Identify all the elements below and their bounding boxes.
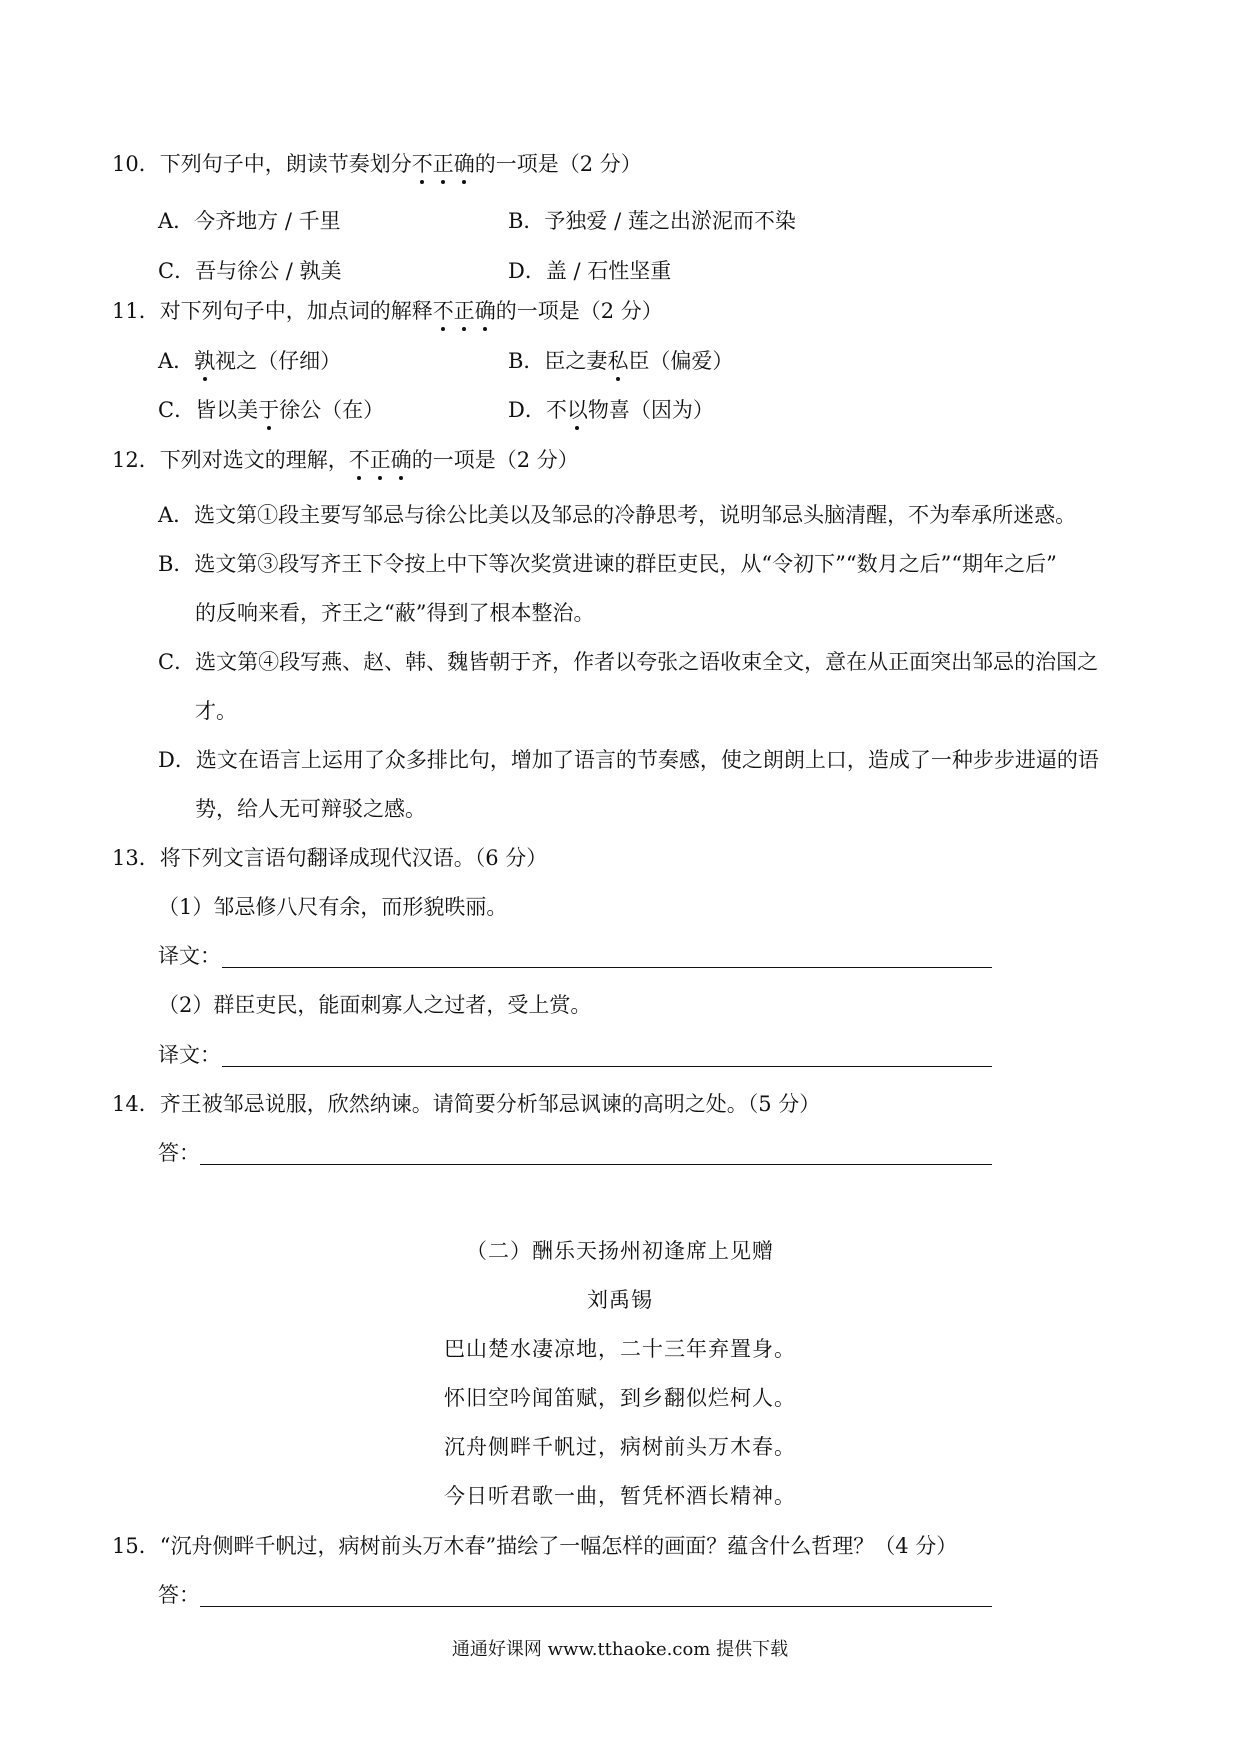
- dotted-char: 正: [369, 448, 391, 472]
- dotted-char: 确: [390, 448, 412, 472]
- page-footer: 通通好课网 www.tthaoke.com 提供下载: [451, 1639, 789, 1660]
- dotted-char: 确: [474, 299, 496, 323]
- q13-answer-line-1[interactable]: [222, 967, 992, 968]
- q13-sentence-1: （1）邹忌修八尺有余，而形貌昳丽。: [158, 895, 508, 919]
- question-11: 11．对下列句子中，加点词的解释不正确的一项是（2 分）: [112, 299, 663, 323]
- q11-option-a: A．孰视之（仔细）: [158, 349, 342, 373]
- q15-label: 答：: [158, 1583, 200, 1607]
- q14-label: 答：: [158, 1141, 200, 1165]
- q12-option-c-cont: 才。: [195, 699, 237, 723]
- q15-answer-line[interactable]: [200, 1606, 992, 1607]
- q12-option-d: D．选文在语言上运用了众多排比句，增加了语言的节奏感，使之朗朗上口，造成了一种步步进逼的语: [158, 748, 1099, 772]
- q13-label-2: 译文：: [158, 1043, 221, 1067]
- poem-line: 怀旧空吟闻笛赋，到乡翻似烂柯人。: [444, 1386, 796, 1410]
- question-10: 10．下列句子中，朗读节奏划分不正确的一项是（2 分）: [112, 152, 642, 176]
- q10-option-d: D．盖 / 石性坚重: [508, 259, 672, 283]
- dotted-char: 正: [432, 152, 454, 176]
- q12-option-b-cont: 的反响来看，齐王之“蔽”得到了根本整治。: [195, 601, 595, 625]
- poem-title: （二）酬乐天扬州初逢席上见赠: [466, 1239, 774, 1263]
- question-15: 15．“沉舟侧畔千帆过，病树前头万木春”描绘了一幅怎样的画面？蕴含什么哲理？（4 分）: [112, 1534, 958, 1558]
- question-14: 14．齐王被邹忌说服，欣然纳谏。请简要分析邹忌讽谏的高明之处。（5 分）: [112, 1092, 821, 1116]
- q14-answer-line[interactable]: [200, 1164, 992, 1165]
- dotted-char: 不: [348, 448, 370, 472]
- q10-option-c: C．吾与徐公 / 孰美: [158, 259, 342, 283]
- q12-option-a: A．选文第①段主要写邹忌与徐公比美以及邹忌的冷静思考，说明邹忌头脑清醒，不为奉承所迷惑。: [158, 503, 1077, 527]
- poem-line: 巴山楚水凄凉地，二十三年弃置身。: [444, 1337, 796, 1361]
- dotted-char: 不: [432, 299, 454, 323]
- dotted-char: 正: [453, 299, 475, 323]
- dotted-char: 于: [258, 398, 280, 422]
- dotted-char: 私: [607, 349, 629, 373]
- q11-option-b: B．臣之妻私臣（偏爱）: [508, 349, 734, 373]
- q10-option-a: A．今齐地方 / 千里: [158, 209, 341, 233]
- poem-author: 刘禹锡: [587, 1288, 653, 1312]
- q11-option-c: C．皆以美于徐公（在）: [158, 398, 385, 422]
- q12-option-b: B．选文第③段写齐王下令按上中下等次奖赏进谏的群臣吏民，从“令初下”“数月之后”“期年之后”: [158, 552, 1057, 576]
- q13-sentence-2: （2）群臣吏民，能面刺寡人之过者，受上赏。: [158, 993, 592, 1017]
- dotted-char: 确: [453, 152, 475, 176]
- q12-option-c: C．选文第④段写燕、赵、韩、魏皆朝于齐，作者以夸张之语收束全文，意在从正面突出邹忌的治国之: [158, 650, 1099, 674]
- q10-option-b: B．予独爱 / 莲之出淤泥而不染: [508, 209, 796, 233]
- q13-answer-line-2[interactable]: [222, 1066, 992, 1067]
- poem-line: 沉舟侧畔千帆过，病树前头万木春。: [444, 1435, 796, 1459]
- q13-label-1: 译文：: [158, 944, 221, 968]
- q12-option-d-cont: 势，给人无可辩驳之感。: [195, 797, 426, 821]
- dotted-char: 孰: [194, 349, 216, 373]
- poem-line: 今日听君歌一曲，暂凭杯酒长精神。: [444, 1484, 796, 1508]
- question-13: 13．将下列文言语句翻译成现代汉语。（6 分）: [112, 846, 548, 870]
- dotted-char: 不: [411, 152, 433, 176]
- dotted-char: 以: [566, 398, 588, 422]
- question-12: 12．下列对选文的理解，不正确的一项是（2 分）: [112, 448, 579, 472]
- q11-option-d: D．不以物喜（因为）: [508, 398, 714, 422]
